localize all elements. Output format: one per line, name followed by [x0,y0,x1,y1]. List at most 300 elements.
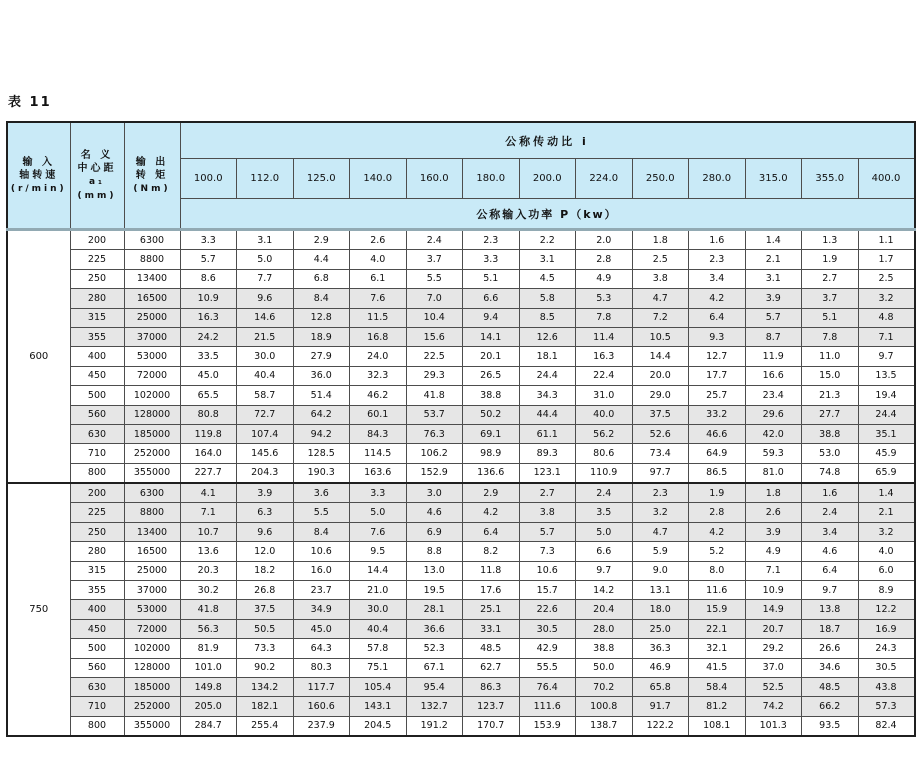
ratio-value: 112.0 [237,159,294,199]
torque-cell: 37000 [124,581,180,600]
power-cell: 101.0 [180,658,237,677]
ratio-value: 140.0 [350,159,407,199]
power-cell: 20.7 [745,619,802,638]
power-cell: 21.5 [237,327,294,346]
power-cell: 2.1 [745,250,802,269]
power-cell: 94.2 [293,424,350,443]
power-cell: 2.6 [350,230,407,250]
header-power-title: 公称输入功率 P（kw） [180,199,915,230]
power-cell: 53.0 [802,444,859,463]
power-cell: 3.8 [519,503,576,522]
power-cell: 25.7 [689,386,746,405]
power-cell: 93.5 [802,716,859,736]
power-cell: 18.0 [632,600,689,619]
ratio-value: 400.0 [858,159,915,199]
power-cell: 56.2 [576,424,633,443]
power-cell: 114.5 [350,444,407,463]
table-row [7,405,915,424]
power-cell: 38.8 [576,639,633,658]
power-cell: 34.3 [519,386,576,405]
power-cell: 8.5 [519,308,576,327]
power-cell: 37.5 [632,405,689,424]
power-cell: 110.9 [576,463,633,483]
power-cell: 31.0 [576,386,633,405]
power-cell: 41.5 [689,658,746,677]
header-center-distance-symbol: a₁ [88,176,105,187]
power-cell: 29.6 [745,405,802,424]
power-cell: 7.8 [576,308,633,327]
header-center-distance-line1: 名 义 [80,149,114,161]
power-cell: 24.0 [350,347,407,366]
speed-cell: 750 [7,483,70,736]
power-cell: 7.7 [237,269,294,288]
power-cell: 65.9 [858,463,915,483]
power-cell: 70.2 [576,677,633,696]
center-distance-cell: 225 [70,250,124,269]
power-cell: 26.6 [802,639,859,658]
power-cell: 13.5 [858,366,915,385]
power-cell: 28.1 [406,600,463,619]
power-cell: 3.1 [519,250,576,269]
power-cell: 3.5 [576,503,633,522]
power-cell: 66.2 [802,697,859,716]
power-cell: 10.9 [745,581,802,600]
power-cell: 95.4 [406,677,463,696]
power-cell: 38.8 [802,424,859,443]
torque-cell: 72000 [124,619,180,638]
table-row [7,697,915,716]
power-cell: 14.2 [576,581,633,600]
power-cell: 12.8 [293,308,350,327]
power-cell: 24.4 [519,366,576,385]
power-cell: 20.1 [463,347,520,366]
torque-cell: 13400 [124,522,180,541]
power-cell: 30.5 [858,658,915,677]
power-cell: 6.0 [858,561,915,580]
power-cell: 11.9 [745,347,802,366]
header-center-distance [70,122,124,230]
torque-cell: 8800 [124,503,180,522]
power-cell: 7.0 [406,289,463,308]
power-cell: 80.6 [576,444,633,463]
power-cell: 3.7 [406,250,463,269]
table-row [7,424,915,443]
power-cell: 5.5 [293,503,350,522]
header-output-torque-line1: 输 出 [135,156,169,168]
power-cell: 46.6 [689,424,746,443]
power-cell: 10.6 [519,561,576,580]
power-cell: 59.3 [745,444,802,463]
power-cell: 34.6 [802,658,859,677]
power-cell: 8.8 [406,542,463,561]
power-cell: 8.0 [689,561,746,580]
center-distance-cell: 280 [70,542,124,561]
power-cell: 5.5 [406,269,463,288]
ratings-table [6,121,916,737]
power-cell: 13.0 [406,561,463,580]
torque-cell: 128000 [124,658,180,677]
power-cell: 57.8 [350,639,407,658]
power-cell: 2.4 [802,503,859,522]
table-row [7,716,915,736]
power-cell: 4.8 [858,308,915,327]
power-cell: 3.2 [632,503,689,522]
table-row [7,308,915,327]
torque-cell: 185000 [124,677,180,696]
power-cell: 15.0 [802,366,859,385]
power-cell: 9.4 [463,308,520,327]
power-cell: 16.3 [180,308,237,327]
power-cell: 27.9 [293,347,350,366]
power-cell: 2.3 [689,250,746,269]
power-cell: 9.3 [689,327,746,346]
power-cell: 80.3 [293,658,350,677]
power-cell: 30.0 [237,347,294,366]
power-cell: 2.9 [293,230,350,250]
center-distance-cell: 400 [70,347,124,366]
power-cell: 8.4 [293,289,350,308]
power-cell: 153.9 [519,716,576,736]
torque-cell: 16500 [124,542,180,561]
power-cell: 3.3 [180,230,237,250]
power-cell: 7.6 [350,522,407,541]
power-cell: 227.7 [180,463,237,483]
power-cell: 9.0 [632,561,689,580]
power-cell: 7.1 [858,327,915,346]
center-distance-cell: 355 [70,581,124,600]
power-cell: 53.7 [406,405,463,424]
power-cell: 4.5 [519,269,576,288]
center-distance-cell: 315 [70,308,124,327]
power-cell: 9.7 [858,347,915,366]
power-cell: 5.0 [237,250,294,269]
power-cell: 7.3 [519,542,576,561]
power-cell: 128.5 [293,444,350,463]
power-cell: 61.1 [519,424,576,443]
power-cell: 73.3 [237,639,294,658]
table-row [7,639,915,658]
power-cell: 205.0 [180,697,237,716]
power-cell: 57.3 [858,697,915,716]
header-center-distance-line2: 中心距 [77,162,117,174]
power-cell: 9.6 [237,289,294,308]
power-cell: 108.1 [689,716,746,736]
power-cell: 67.1 [406,658,463,677]
power-cell: 10.5 [632,327,689,346]
table-row [7,522,915,541]
power-cell: 18.7 [802,619,859,638]
center-distance-cell: 400 [70,600,124,619]
torque-cell: 53000 [124,600,180,619]
power-cell: 4.0 [350,250,407,269]
power-cell: 5.0 [350,503,407,522]
power-cell: 6.4 [689,308,746,327]
power-cell: 72.7 [237,405,294,424]
power-cell: 2.8 [576,250,633,269]
power-cell: 40.4 [237,366,294,385]
power-cell: 89.3 [519,444,576,463]
center-distance-cell: 250 [70,269,124,288]
table-row [7,463,915,483]
power-cell: 48.5 [802,677,859,696]
power-cell: 41.8 [406,386,463,405]
power-cell: 55.5 [519,658,576,677]
table-body [7,230,915,737]
table-row [7,483,915,503]
power-cell: 100.8 [576,697,633,716]
ratio-value: 280.0 [689,159,746,199]
power-cell: 36.6 [406,619,463,638]
power-cell: 5.7 [745,308,802,327]
header-input-speed-line1: 输 入 [22,156,55,168]
power-cell: 145.6 [237,444,294,463]
power-cell: 4.7 [632,289,689,308]
power-cell: 17.7 [689,366,746,385]
power-cell: 3.2 [858,522,915,541]
torque-cell: 252000 [124,697,180,716]
header-input-speed-unit: (r/min) [10,183,67,194]
torque-cell: 25000 [124,561,180,580]
power-cell: 5.0 [576,522,633,541]
power-cell: 4.4 [293,250,350,269]
power-cell: 19.4 [858,386,915,405]
table-row [7,366,915,385]
power-cell: 3.2 [858,289,915,308]
power-cell: 101.3 [745,716,802,736]
power-cell: 5.9 [632,542,689,561]
power-cell: 160.6 [293,697,350,716]
power-cell: 46.9 [632,658,689,677]
power-cell: 27.7 [802,405,859,424]
header-center-distance-unit: (mm) [77,190,117,201]
power-cell: 18.2 [237,561,294,580]
power-cell: 1.8 [632,230,689,250]
power-cell: 12.7 [689,347,746,366]
power-cell: 1.1 [858,230,915,250]
power-cell: 10.7 [180,522,237,541]
power-cell: 52.5 [745,677,802,696]
power-cell: 2.5 [858,269,915,288]
power-cell: 2.7 [802,269,859,288]
power-cell: 3.7 [802,289,859,308]
power-cell: 1.9 [689,483,746,503]
power-cell: 50.2 [463,405,520,424]
power-cell: 12.6 [519,327,576,346]
table-row [7,581,915,600]
table-row [7,600,915,619]
power-cell: 2.4 [406,230,463,250]
power-cell: 30.2 [180,581,237,600]
power-cell: 6.6 [463,289,520,308]
power-cell: 13.8 [802,600,859,619]
center-distance-cell: 200 [70,483,124,503]
power-cell: 73.4 [632,444,689,463]
power-cell: 3.3 [350,483,407,503]
header-ratio-title: 公称传动比 i [180,122,915,159]
ratio-value: 180.0 [463,159,520,199]
center-distance-cell: 560 [70,405,124,424]
power-cell: 170.7 [463,716,520,736]
power-cell: 84.3 [350,424,407,443]
power-cell: 6.4 [802,561,859,580]
power-cell: 14.1 [463,327,520,346]
center-distance-cell: 450 [70,366,124,385]
power-cell: 14.4 [350,561,407,580]
torque-cell: 355000 [124,716,180,736]
power-cell: 204.5 [350,716,407,736]
power-cell: 64.9 [689,444,746,463]
center-distance-cell: 355 [70,327,124,346]
power-cell: 7.8 [802,327,859,346]
power-cell: 3.9 [745,289,802,308]
power-cell: 8.2 [463,542,520,561]
power-cell: 74.8 [802,463,859,483]
power-cell: 1.3 [802,230,859,250]
power-cell: 1.8 [745,483,802,503]
power-cell: 5.3 [576,289,633,308]
ratio-value: 250.0 [632,159,689,199]
power-cell: 123.7 [463,697,520,716]
power-cell: 17.6 [463,581,520,600]
power-cell: 1.4 [745,230,802,250]
header-row-ratio-title [7,122,915,159]
power-cell: 40.4 [350,619,407,638]
ratio-value: 355.0 [802,159,859,199]
power-cell: 74.2 [745,697,802,716]
power-cell: 25.1 [463,600,520,619]
table-row [7,542,915,561]
power-cell: 237.9 [293,716,350,736]
power-cell: 5.2 [689,542,746,561]
power-cell: 2.0 [576,230,633,250]
header-output-torque [124,122,180,230]
torque-cell: 185000 [124,424,180,443]
power-cell: 191.2 [406,716,463,736]
center-distance-cell: 280 [70,289,124,308]
power-cell: 7.6 [350,289,407,308]
power-cell: 8.9 [858,581,915,600]
power-cell: 58.4 [689,677,746,696]
center-distance-cell: 630 [70,424,124,443]
ratio-value: 224.0 [576,159,633,199]
center-distance-cell: 500 [70,639,124,658]
header-input-speed-line2: 轴转速 [19,169,59,181]
power-cell: 22.4 [576,366,633,385]
table-header [7,122,915,230]
power-cell: 69.1 [463,424,520,443]
power-cell: 98.9 [463,444,520,463]
table-caption: 表 11 [8,95,52,110]
table-row [7,444,915,463]
power-cell: 16.3 [576,347,633,366]
power-cell: 52.6 [632,424,689,443]
power-cell: 4.6 [406,503,463,522]
power-cell: 107.4 [237,424,294,443]
power-cell: 91.7 [632,697,689,716]
power-cell: 123.1 [519,463,576,483]
power-cell: 143.1 [350,697,407,716]
power-cell: 42.9 [519,639,576,658]
power-cell: 7.1 [180,503,237,522]
power-cell: 136.6 [463,463,520,483]
power-cell: 11.8 [463,561,520,580]
power-cell: 21.0 [350,581,407,600]
power-cell: 26.5 [463,366,520,385]
header-output-torque-unit: (Nm) [133,183,171,194]
center-distance-cell: 450 [70,619,124,638]
power-cell: 2.3 [632,483,689,503]
center-distance-cell: 225 [70,503,124,522]
speed-cell: 600 [7,230,70,484]
power-cell: 30.5 [519,619,576,638]
power-cell: 50.5 [237,619,294,638]
power-cell: 22.5 [406,347,463,366]
power-cell: 64.3 [293,639,350,658]
power-cell: 24.3 [858,639,915,658]
power-cell: 65.8 [632,677,689,696]
table-row [7,677,915,696]
power-cell: 58.7 [237,386,294,405]
power-cell: 15.6 [406,327,463,346]
torque-cell: 128000 [124,405,180,424]
power-cell: 1.4 [858,483,915,503]
power-cell: 22.1 [689,619,746,638]
power-cell: 10.4 [406,308,463,327]
torque-cell: 53000 [124,347,180,366]
power-cell: 65.5 [180,386,237,405]
power-cell: 111.6 [519,697,576,716]
power-cell: 62.7 [463,658,520,677]
power-cell: 12.0 [237,542,294,561]
power-cell: 2.3 [463,230,520,250]
table-row [7,347,915,366]
power-cell: 13.6 [180,542,237,561]
ratio-value: 200.0 [519,159,576,199]
power-cell: 7.2 [632,308,689,327]
torque-cell: 8800 [124,250,180,269]
power-cell: 32.1 [689,639,746,658]
torque-cell: 6300 [124,230,180,250]
power-cell: 35.1 [858,424,915,443]
power-cell: 105.4 [350,677,407,696]
table-row [7,327,915,346]
center-distance-cell: 630 [70,677,124,696]
power-cell: 37.0 [745,658,802,677]
power-cell: 284.7 [180,716,237,736]
power-cell: 60.1 [350,405,407,424]
power-cell: 3.3 [463,250,520,269]
power-cell: 3.9 [237,483,294,503]
power-cell: 45.0 [180,366,237,385]
power-cell: 86.3 [463,677,520,696]
torque-cell: 25000 [124,308,180,327]
power-cell: 81.0 [745,463,802,483]
torque-cell: 252000 [124,444,180,463]
power-cell: 29.2 [745,639,802,658]
center-distance-cell: 800 [70,716,124,736]
power-cell: 1.9 [802,250,859,269]
power-cell: 10.6 [293,542,350,561]
power-cell: 14.6 [237,308,294,327]
power-cell: 24.4 [858,405,915,424]
power-cell: 149.8 [180,677,237,696]
power-cell: 37.5 [237,600,294,619]
power-cell: 33.5 [180,347,237,366]
power-cell: 18.9 [293,327,350,346]
power-cell: 23.4 [745,386,802,405]
power-cell: 81.9 [180,639,237,658]
torque-cell: 355000 [124,463,180,483]
